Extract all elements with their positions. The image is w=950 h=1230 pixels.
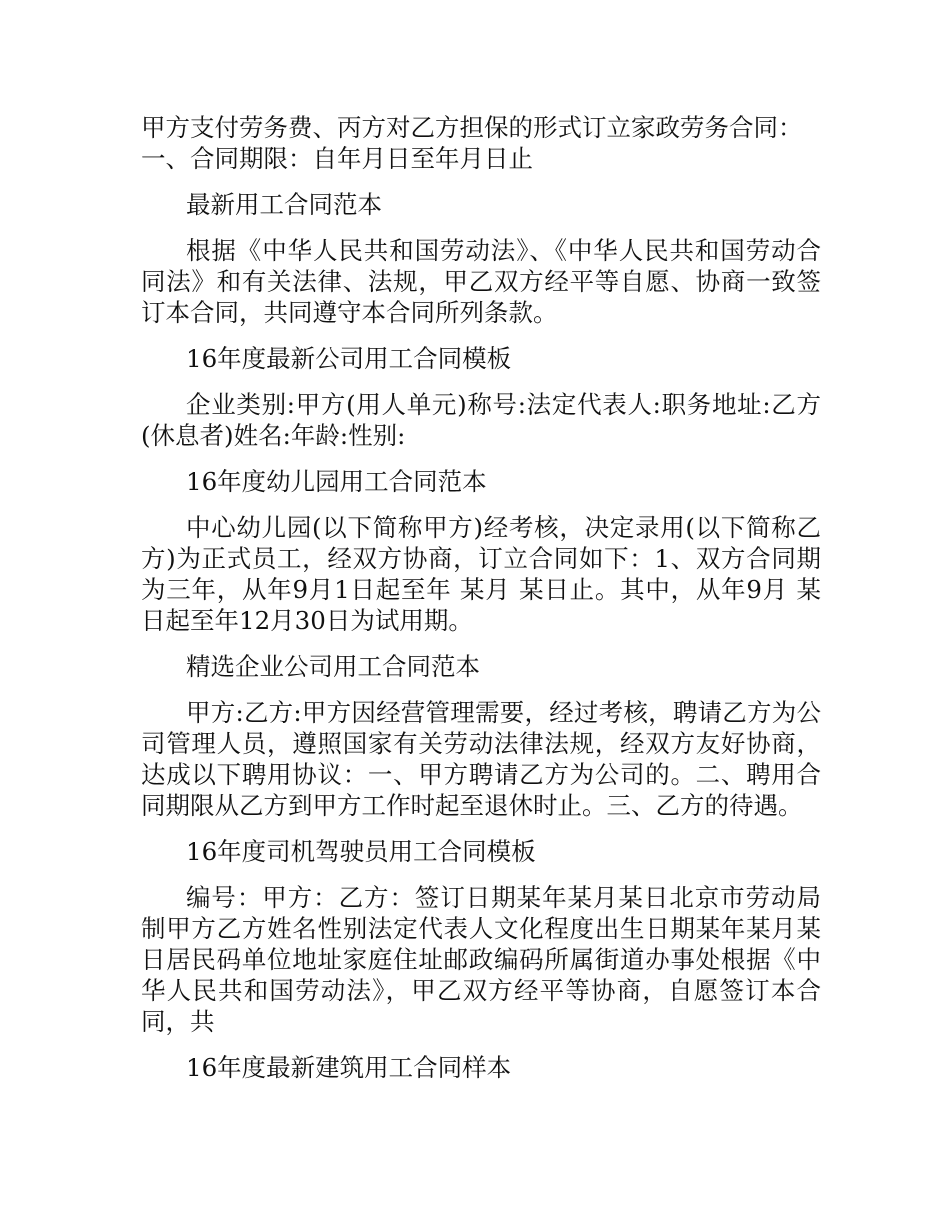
intro-line: 甲方支付劳务费、丙方对乙方担保的形式订立家政劳务合同： (141, 113, 803, 142)
section-heading: 精选企业公司用工合同范本 (186, 652, 480, 681)
section-heading: 16年度最新建筑用工合同样本 (186, 1053, 512, 1082)
section-heading: 16年度司机驾驶员用工合同模板 (186, 837, 536, 866)
intro-block (141, 112, 821, 174)
section-paragraph: 编号：甲方：乙方：签订日期某年某月某日北京市劳动局制甲方乙方姓名性别法定代表人文化程度出生日期某年某月某日居民码单位地址家庭住址邮政编码所属街道办事处根据《中华人民共和国劳动法》，甲乙双方经平等协商，自愿签订本合同，共 (141, 883, 821, 1036)
intro-line: 一、合同期限：自年月日至年月日止 (141, 144, 533, 173)
section-paragraph: 甲方:乙方:甲方因经营管理需要，经过考核，聘请乙方为公司管理人员，遵照国家有关劳动法律法规，经双方友好协商，达成以下聘用协议：一、甲方聘请乙方为公司的。二、聘用合同期限从乙方到甲方工作时起至退休时止。三、乙方的待遇。 (141, 698, 821, 820)
section-heading: 最新用工合同范本 (186, 190, 382, 219)
section-heading: 16年度幼儿园用工合同范本 (186, 467, 487, 496)
section-heading: 16年度最新公司用工合同模板 (186, 344, 512, 373)
document-body (141, 112, 821, 1098)
section-paragraph: 中心幼儿园(以下简称甲方)经考核，决定录用(以下简称乙方)为正式员工，经双方协商，订立合同如下：1、双方合同期为三年，从年9月1日起至年 某月 某日止。其中，从年9月 某日起至年12月30日为试用期。 (141, 513, 821, 635)
section-paragraph: 根据《中华人民共和国劳动法》、《中华人民共和国劳动合同法》和有关法律、法规，甲乙双方经平等自愿、协商一致签订本合同，共同遵守本合同所列条款。 (141, 236, 821, 327)
section-paragraph: 企业类别:甲方(用人单元)称号:法定代表人:职务地址:乙方(休息者)姓名:年龄:性别: (141, 390, 821, 450)
